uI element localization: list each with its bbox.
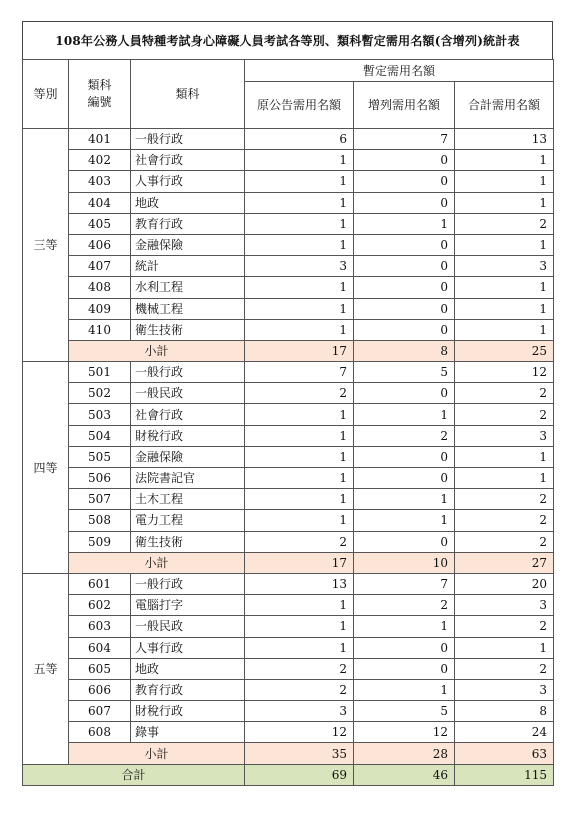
total-cell: 2 xyxy=(455,404,554,425)
added-cell: 0 xyxy=(354,192,455,213)
code-cell: 508 xyxy=(69,510,131,531)
added-cell: 0 xyxy=(354,658,455,679)
total-cell: 13 xyxy=(455,129,554,150)
grade-cell: 五等 xyxy=(23,573,69,764)
category-cell: 電力工程 xyxy=(131,510,245,531)
table-row xyxy=(23,616,554,637)
code-cell: 402 xyxy=(69,150,131,171)
original-cell: 1 xyxy=(245,637,354,658)
total-cell: 1 xyxy=(455,298,554,319)
code-cell: 601 xyxy=(69,573,131,594)
category-cell: 一般行政 xyxy=(131,129,245,150)
original-cell: 1 xyxy=(245,298,354,319)
category-cell: 人事行政 xyxy=(131,637,245,658)
category-cell: 財稅行政 xyxy=(131,425,245,446)
table-row xyxy=(23,129,554,150)
original-cell: 1 xyxy=(245,319,354,340)
header-code xyxy=(69,60,131,129)
added-cell: 2 xyxy=(354,425,455,446)
code-cell: 409 xyxy=(69,298,131,319)
table-row xyxy=(23,489,554,510)
subtotal-added: 10 xyxy=(354,552,455,573)
original-cell: 1 xyxy=(245,425,354,446)
table-row xyxy=(23,171,554,192)
grand-total-total: 115 xyxy=(455,764,554,785)
added-cell: 0 xyxy=(354,446,455,467)
total-cell: 1 xyxy=(455,277,554,298)
table-title: 108年公務人員特種考試身心障礙人員考試各等別、類科暫定需用名額(含增列)統計表 xyxy=(22,21,553,59)
code-cell: 404 xyxy=(69,192,131,213)
total-cell: 20 xyxy=(455,573,554,594)
added-cell: 1 xyxy=(354,616,455,637)
subtotal-row xyxy=(23,743,554,764)
added-cell: 0 xyxy=(354,637,455,658)
header-category: 類科 xyxy=(131,60,245,129)
added-cell: 12 xyxy=(354,722,455,743)
table-row xyxy=(23,319,554,340)
code-cell: 602 xyxy=(69,595,131,616)
total-cell: 1 xyxy=(455,637,554,658)
original-cell: 1 xyxy=(245,150,354,171)
category-cell: 人事行政 xyxy=(131,171,245,192)
code-cell: 501 xyxy=(69,362,131,383)
code-cell: 403 xyxy=(69,171,131,192)
original-cell: 1 xyxy=(245,171,354,192)
category-cell: 社會行政 xyxy=(131,404,245,425)
code-cell: 505 xyxy=(69,446,131,467)
subtotal-total: 63 xyxy=(455,743,554,764)
total-cell: 3 xyxy=(455,595,554,616)
code-cell: 408 xyxy=(69,277,131,298)
added-cell: 5 xyxy=(354,701,455,722)
document xyxy=(22,21,553,786)
subtotal-added: 8 xyxy=(354,340,455,361)
grade-cell: 四等 xyxy=(23,362,69,574)
category-cell: 電腦打字 xyxy=(131,595,245,616)
added-cell: 0 xyxy=(354,298,455,319)
table-row xyxy=(23,446,554,467)
category-cell: 金融保險 xyxy=(131,446,245,467)
subtotal-total: 27 xyxy=(455,552,554,573)
total-cell: 2 xyxy=(455,616,554,637)
added-cell: 1 xyxy=(354,510,455,531)
category-cell: 一般民政 xyxy=(131,383,245,404)
added-cell: 7 xyxy=(354,129,455,150)
added-cell: 0 xyxy=(354,150,455,171)
grand-total-row xyxy=(23,764,554,785)
original-cell: 12 xyxy=(245,722,354,743)
header-original: 原公告需用名額 xyxy=(245,82,354,129)
total-cell: 2 xyxy=(455,510,554,531)
original-cell: 1 xyxy=(245,213,354,234)
code-cell: 603 xyxy=(69,616,131,637)
subtotal-label: 小計 xyxy=(69,743,245,764)
code-cell: 507 xyxy=(69,489,131,510)
total-cell: 24 xyxy=(455,722,554,743)
original-cell: 7 xyxy=(245,362,354,383)
original-cell: 1 xyxy=(245,595,354,616)
code-cell: 605 xyxy=(69,658,131,679)
added-cell: 0 xyxy=(354,277,455,298)
table-row xyxy=(23,531,554,552)
category-cell: 金融保險 xyxy=(131,234,245,255)
total-cell: 2 xyxy=(455,213,554,234)
table-row xyxy=(23,277,554,298)
original-cell: 2 xyxy=(245,383,354,404)
added-cell: 7 xyxy=(354,573,455,594)
category-cell: 地政 xyxy=(131,192,245,213)
table-row xyxy=(23,362,554,383)
original-cell: 3 xyxy=(245,256,354,277)
code-cell: 504 xyxy=(69,425,131,446)
code-cell: 509 xyxy=(69,531,131,552)
category-cell: 一般行政 xyxy=(131,362,245,383)
table-row xyxy=(23,573,554,594)
total-cell: 2 xyxy=(455,383,554,404)
total-cell: 3 xyxy=(455,425,554,446)
total-cell: 2 xyxy=(455,658,554,679)
subtotal-original: 17 xyxy=(245,340,354,361)
header-grade: 等別 xyxy=(23,60,69,129)
category-cell: 衛生技術 xyxy=(131,531,245,552)
table-row xyxy=(23,468,554,489)
header-quota-group: 暫定需用名額 xyxy=(245,60,554,82)
original-cell: 1 xyxy=(245,192,354,213)
category-cell: 地政 xyxy=(131,658,245,679)
table-row xyxy=(23,510,554,531)
total-cell: 2 xyxy=(455,531,554,552)
quota-table xyxy=(22,59,554,786)
added-cell: 1 xyxy=(354,489,455,510)
code-cell: 606 xyxy=(69,679,131,700)
original-cell: 3 xyxy=(245,701,354,722)
subtotal-original: 17 xyxy=(245,552,354,573)
code-cell: 503 xyxy=(69,404,131,425)
code-cell: 502 xyxy=(69,383,131,404)
header-added: 增列需用名額 xyxy=(354,82,455,129)
original-cell: 1 xyxy=(245,277,354,298)
total-cell: 2 xyxy=(455,489,554,510)
subtotal-label: 小計 xyxy=(69,552,245,573)
category-cell: 社會行政 xyxy=(131,150,245,171)
category-cell: 統計 xyxy=(131,256,245,277)
grand-total-original: 69 xyxy=(245,764,354,785)
total-cell: 1 xyxy=(455,234,554,255)
table-row xyxy=(23,213,554,234)
original-cell: 1 xyxy=(245,234,354,255)
total-cell: 1 xyxy=(455,468,554,489)
category-cell: 教育行政 xyxy=(131,213,245,234)
table-row xyxy=(23,637,554,658)
code-cell: 405 xyxy=(69,213,131,234)
category-cell: 一般民政 xyxy=(131,616,245,637)
code-cell: 604 xyxy=(69,637,131,658)
category-cell: 土木工程 xyxy=(131,489,245,510)
added-cell: 2 xyxy=(354,595,455,616)
original-cell: 6 xyxy=(245,129,354,150)
added-cell: 0 xyxy=(354,383,455,404)
table-row xyxy=(23,150,554,171)
subtotal-row xyxy=(23,552,554,573)
table-row xyxy=(23,595,554,616)
grand-total-label: 合計 xyxy=(23,764,245,785)
grade-cell: 三等 xyxy=(23,129,69,362)
added-cell: 1 xyxy=(354,679,455,700)
category-cell: 教育行政 xyxy=(131,679,245,700)
code-cell: 401 xyxy=(69,129,131,150)
table-row xyxy=(23,192,554,213)
table-row xyxy=(23,701,554,722)
original-cell: 1 xyxy=(245,468,354,489)
table-row xyxy=(23,658,554,679)
code-cell: 607 xyxy=(69,701,131,722)
table-row xyxy=(23,679,554,700)
table-row xyxy=(23,383,554,404)
header-total: 合計需用名額 xyxy=(455,82,554,129)
original-cell: 1 xyxy=(245,616,354,637)
category-cell: 衛生技術 xyxy=(131,319,245,340)
table-row xyxy=(23,256,554,277)
added-cell: 0 xyxy=(354,234,455,255)
original-cell: 2 xyxy=(245,679,354,700)
table-body xyxy=(23,129,554,786)
original-cell: 2 xyxy=(245,658,354,679)
original-cell: 1 xyxy=(245,510,354,531)
added-cell: 0 xyxy=(354,319,455,340)
added-cell: 1 xyxy=(354,404,455,425)
total-cell: 3 xyxy=(455,679,554,700)
subtotal-label: 小計 xyxy=(69,340,245,361)
total-cell: 1 xyxy=(455,171,554,192)
added-cell: 0 xyxy=(354,531,455,552)
code-cell: 506 xyxy=(69,468,131,489)
category-cell: 一般行政 xyxy=(131,573,245,594)
table-row xyxy=(23,404,554,425)
total-cell: 12 xyxy=(455,362,554,383)
subtotal-original: 35 xyxy=(245,743,354,764)
code-cell: 406 xyxy=(69,234,131,255)
added-cell: 0 xyxy=(354,171,455,192)
category-cell: 機械工程 xyxy=(131,298,245,319)
code-cell: 410 xyxy=(69,319,131,340)
table-row xyxy=(23,298,554,319)
total-cell: 1 xyxy=(455,319,554,340)
category-cell: 錄事 xyxy=(131,722,245,743)
code-cell: 608 xyxy=(69,722,131,743)
table-row xyxy=(23,722,554,743)
original-cell: 1 xyxy=(245,446,354,467)
subtotal-total: 25 xyxy=(455,340,554,361)
total-cell: 1 xyxy=(455,192,554,213)
table-row xyxy=(23,234,554,255)
total-cell: 8 xyxy=(455,701,554,722)
category-cell: 水利工程 xyxy=(131,277,245,298)
added-cell: 0 xyxy=(354,256,455,277)
code-cell: 407 xyxy=(69,256,131,277)
subtotal-added: 28 xyxy=(354,743,455,764)
total-cell: 1 xyxy=(455,446,554,467)
original-cell: 2 xyxy=(245,531,354,552)
category-cell: 財稅行政 xyxy=(131,701,245,722)
header-code-label: 類科編號 xyxy=(87,78,112,109)
added-cell: 1 xyxy=(354,213,455,234)
subtotal-row xyxy=(23,340,554,361)
category-cell: 法院書記官 xyxy=(131,468,245,489)
grand-total-added: 46 xyxy=(354,764,455,785)
table-row xyxy=(23,425,554,446)
original-cell: 1 xyxy=(245,404,354,425)
original-cell: 1 xyxy=(245,489,354,510)
total-cell: 1 xyxy=(455,150,554,171)
added-cell: 5 xyxy=(354,362,455,383)
added-cell: 0 xyxy=(354,468,455,489)
original-cell: 13 xyxy=(245,573,354,594)
total-cell: 3 xyxy=(455,256,554,277)
